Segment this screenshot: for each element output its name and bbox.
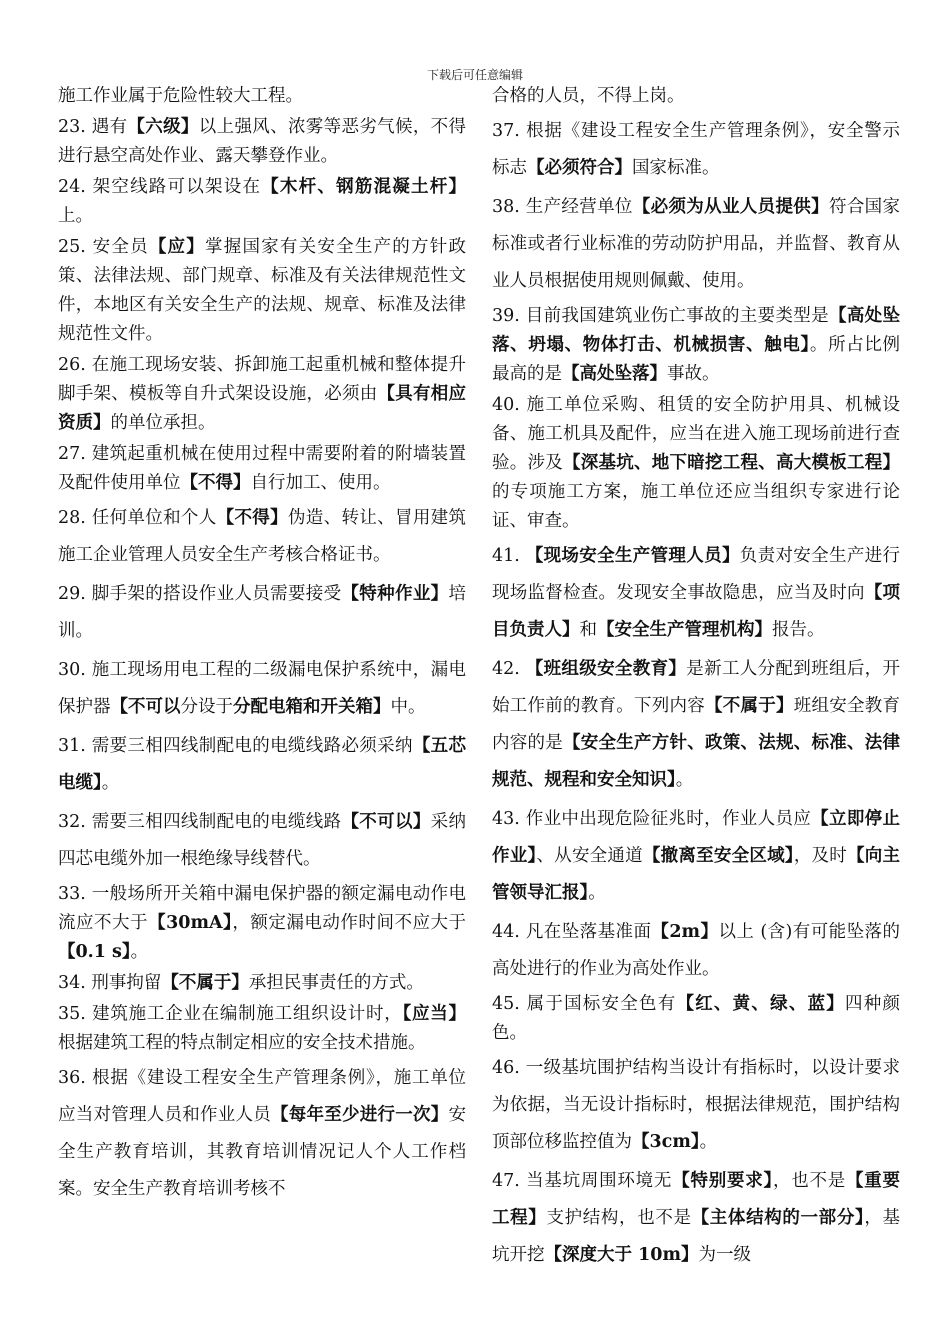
body-text: 31. 需要三相四线制配电的电缆线路必须采纳 <box>58 736 413 756</box>
answer-text: 【深度大于 10m】 <box>544 1245 699 1265</box>
body-text: 伪造、转让、冒用建筑施工企业管理人员安全生产考核合格证书。 <box>58 508 467 565</box>
answer-text: 【特别要求】 <box>672 1171 773 1191</box>
answer-text: 【立即停止作业】 <box>492 809 900 866</box>
answer-text: 【深基坑、地下暗挖工程、高大模板工程】 <box>563 453 900 473</box>
paragraph <box>58 82 466 111</box>
body-text: 30. 施工现场用电工程的二级漏电保护系统中，漏电保护器 <box>58 660 466 717</box>
answer-text: 【高处坠落】 <box>562 364 667 384</box>
paragraph <box>58 1060 466 1208</box>
body-text: 四种颜色。 <box>492 994 901 1043</box>
paragraph <box>58 113 466 171</box>
body-text: 。 <box>130 942 149 962</box>
body-text: 中。 <box>390 697 426 717</box>
body-text: 35. 建筑施工企业在编制施工组织设计时， <box>58 1004 403 1024</box>
paragraph <box>58 1000 466 1058</box>
answer-text: 【项目负责人】 <box>492 583 900 640</box>
paragraph <box>58 969 466 998</box>
paragraph <box>492 302 900 389</box>
body-text: 47. 当基坑周围环境无 <box>492 1171 673 1191</box>
body-text: 42. <box>492 659 526 679</box>
body-text: 事故。 <box>667 364 720 384</box>
body-text: 的专项施工方案，施工单位还应当组织专家进行论证、审查。 <box>492 482 900 531</box>
paragraph <box>492 914 900 988</box>
answer-text: 【木杆、钢筋混凝土杆】 <box>261 177 466 197</box>
answer-text: 【30mA】 <box>148 913 233 933</box>
answer-text: 分配电箱和开关箱】 <box>233 697 391 717</box>
left-column <box>58 82 466 1210</box>
body-text: 上。 <box>58 206 93 226</box>
answer-text: 【主体结构的一部分】 <box>691 1208 865 1228</box>
answer-text: 【不属于】 <box>161 973 249 993</box>
answer-text: 【必须符合】 <box>527 158 632 178</box>
body-text: 32. 需要三相四线制配电的电缆线路 <box>58 812 342 832</box>
body-text: 28. 任何单位和个人 <box>58 508 217 528</box>
paragraph <box>58 728 466 802</box>
body-text: 23. 遇有 <box>58 117 128 137</box>
paragraph <box>492 1163 900 1274</box>
body-text: 以上强风、浓雾等恶劣气候，不得进行悬空高处作业、露天攀登作业。 <box>58 117 467 166</box>
answer-text: 【3cm】 <box>632 1132 700 1152</box>
answer-text: 【红、黄、绿、蓝】 <box>676 994 846 1014</box>
paragraph <box>58 804 466 878</box>
paragraph <box>58 880 466 967</box>
body-text: 采纳四芯电缆外加一根绝缘导线替代。 <box>58 812 467 869</box>
answer-text: 【不可以】 <box>341 812 431 832</box>
answer-text: 【向主管领导汇报】 <box>492 846 901 903</box>
body-text: 施工作业属于危险性较大工程。 <box>58 86 303 106</box>
paragraph <box>58 351 466 438</box>
body-text: 符合国家标准或者行业标准的劳动防护用品，并监督、教育从业人员根据使用规则佩戴、使用。 <box>492 197 900 291</box>
body-text: 的单位承担。 <box>110 413 216 433</box>
paragraph <box>58 500 466 574</box>
body-text: 是新工人分配到班组后，开始工作前的教育。下列内容 <box>492 659 900 716</box>
paragraph <box>58 173 466 231</box>
body-text: ，也不是 <box>772 1171 846 1191</box>
body-text: 自行加工、使用。 <box>250 473 391 493</box>
answer-text: 【重要工程】 <box>492 1171 901 1228</box>
answer-text: 【不得】 <box>180 473 251 493</box>
body-text: 。 <box>675 770 694 790</box>
answer-text: 【2m】 <box>651 922 719 942</box>
body-text: ，基坑开挖 <box>492 1208 901 1265</box>
paragraph <box>492 391 900 536</box>
body-text: 培训。 <box>58 584 466 641</box>
paragraph <box>492 651 900 799</box>
paragraph <box>492 113 900 187</box>
body-text: 。 <box>101 773 120 793</box>
body-text: ，及时 <box>793 846 848 866</box>
paragraph <box>492 538 900 649</box>
body-text: 。所占比例最高的是 <box>492 335 901 384</box>
body-text: 和 <box>579 620 597 640</box>
body-text: 24. 架空线路可以架设在 <box>58 177 262 197</box>
answer-text: 【必须为从业人员提供】 <box>632 197 829 217</box>
body-text: 34. 刑事拘留 <box>58 973 162 993</box>
body-text: 26. 在施工现场安装、拆卸施工起重机械和整体提升脚手架、模板等自升式架设设施，必须由 <box>58 355 466 404</box>
answer-text: 【五芯电缆】 <box>58 736 466 793</box>
body-text: 。 <box>699 1132 718 1152</box>
body-text: 36. 根据《建设工程安全生产管理条例》，施工单位应当对管理人员和作业人员 <box>58 1068 466 1125</box>
body-text: 39. 目前我国建筑业伤亡事故的主要类型是 <box>492 306 829 326</box>
answer-text: 【不可以 <box>110 697 181 717</box>
body-text: 41. <box>492 546 526 566</box>
answer-text: 【具有相应资质】 <box>58 384 466 433</box>
paragraph <box>492 82 900 111</box>
body-text: 40. 施工单位采购、租赁的安全防护用具、机械设备、施工机具及配件，应当在进入施工现场前进行查验。涉及 <box>492 395 900 473</box>
body-text: 承担民事责任的方式。 <box>248 973 424 993</box>
page-header: 下载后可任意编辑 <box>426 68 523 82</box>
body-text: 。 <box>588 883 606 903</box>
answer-text: 【特种作业】 <box>341 584 449 604</box>
body-text: 37. 根据《建设工程安全生产管理条例》，安全警示标志 <box>492 121 900 178</box>
body-text: 支护结构，也不是 <box>546 1208 692 1228</box>
body-text: 以上 (含)有可能坠落的高处进行的作业为高处作业。 <box>492 922 900 979</box>
paragraph <box>58 652 466 726</box>
paragraph <box>492 990 900 1048</box>
paragraph <box>58 576 466 650</box>
body-text: 报告。 <box>772 620 825 640</box>
body-text: 国家标准。 <box>632 158 720 178</box>
body-text: 掌握国家有关安全生产的方针政策、法律法规、部门规章、标准及有关法律规范性文件，本地区有关安全生产的法规、规章、标准及法律规范性文件。 <box>58 237 467 344</box>
body-text: 根据建筑工程的特点制定相应的安全技术措施。 <box>58 1033 426 1053</box>
body-text: 45. 属于国标安全色有 <box>492 994 677 1014</box>
body-text: 33. 一般场所开关箱中漏电保护器的额定漏电动作电流应不大于 <box>58 884 466 933</box>
body-text: 43. 作业中出现危险征兆时，作业人员应 <box>492 809 812 829</box>
paragraph <box>492 801 900 912</box>
body-text: 44. 凡在坠落基准面 <box>492 922 652 942</box>
body-text: 38. 生产经营单位 <box>492 197 633 217</box>
body-text: 、从安全通道 <box>536 846 643 866</box>
answer-text: 【现场安全生产管理人员】 <box>525 546 740 566</box>
answer-text: 【应当】 <box>402 1004 466 1024</box>
answer-text: 【撤离至安全区域】 <box>642 846 794 866</box>
body-text: 为一级 <box>698 1245 751 1265</box>
answer-text: 【安全生产方针、政策、法规、标准、法律规范、规程和安全知识】 <box>492 733 900 790</box>
body-text: ，额定漏电动作时间不应大于 <box>232 913 467 933</box>
body-text: 27. 建筑起重机械在使用过程中需要附着的附墙装置及配件使用单位 <box>58 444 466 493</box>
paragraph <box>58 233 466 349</box>
body-text: 合格的人员，不得上岗。 <box>492 86 685 106</box>
answer-text: 【不属于】 <box>705 696 794 716</box>
answer-text: 【六级】 <box>127 117 199 137</box>
body-text: 安全生产教育培训，其教育培训情况记人个人工作档案。安全生产教育培训考核不 <box>58 1105 466 1199</box>
right-column <box>492 82 900 1276</box>
body-text: 负责对安全生产进行现场监督检查。发现安全事故隐患，应当及时向 <box>492 546 900 603</box>
body-text: 29. 脚手架的搭设作业人员需要接受 <box>58 584 342 604</box>
body-text: 班组安全教育内容的是 <box>492 696 900 753</box>
paragraph <box>492 189 900 300</box>
body-text: 46. 一级基坑围护结构当设计有指标时，以设计要求为依据，当无设计指标时，根据法律规范，围护结构顶部位移监控值为 <box>492 1058 900 1152</box>
paragraph <box>58 440 466 498</box>
answer-text: 【不得】 <box>216 508 288 528</box>
body-text: 分设于 <box>180 697 233 717</box>
paragraph <box>492 1050 900 1161</box>
answer-text: 【安全生产管理机构】 <box>597 620 772 640</box>
answer-text: 【班组级安全教育】 <box>525 659 687 679</box>
answer-text: 【每年至少进行一次】 <box>271 1105 449 1125</box>
answer-text: 【高处坠落、坍塌、物体打击、机械损害、触电】 <box>492 306 900 355</box>
answer-text: 【应】 <box>148 237 206 257</box>
body-text: 25. 安全员 <box>58 237 149 257</box>
answer-text: 【0.1 s】 <box>58 942 131 962</box>
